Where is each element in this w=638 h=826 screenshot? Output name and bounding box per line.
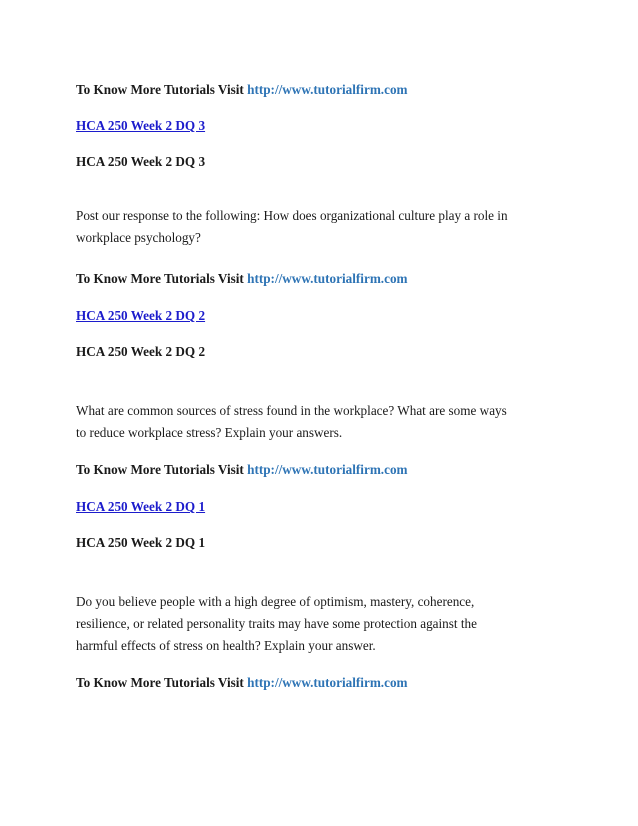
promo-line [76, 268, 576, 290]
promo-url-link[interactable]: http://www.tutorialfirm.com [247, 271, 408, 286]
dq-link-title[interactable]: HCA 250 Week 2 DQ 2 [76, 308, 206, 323]
dq-heading: HCA 250 Week 2 DQ 2 [76, 344, 206, 359]
promo-text: To Know More Tutorials Visit [76, 675, 244, 690]
dq-body: Post our response to the following: How does organizational culture play a role in workplace psychology? [76, 208, 508, 245]
dq-body: Do you believe people with a high degree of optimism, mastery, coherence, resilience, or related personality traits may have some protection against the harmful effects of stress on health? Explain your answer. [76, 594, 477, 653]
dq-heading: HCA 250 Week 2 DQ 3 [76, 154, 206, 169]
dq-link-title[interactable]: HCA 250 Week 2 DQ 1 [76, 499, 206, 514]
promo-text: To Know More Tutorials Visit [76, 462, 244, 477]
promo-text: To Know More Tutorials Visit [76, 271, 244, 286]
promo-text: To Know More Tutorials Visit [76, 82, 244, 97]
dq-heading: HCA 250 Week 2 DQ 1 [76, 535, 206, 550]
dq-body: What are common sources of stress found in the workplace? What are some ways to reduce workplace stress? Explain your answers. [76, 403, 507, 440]
dq-link-title[interactable]: HCA 250 Week 2 DQ 3 [76, 118, 206, 133]
promo-line [76, 79, 576, 101]
promo-line [76, 459, 576, 481]
promo-url-link[interactable]: http://www.tutorialfirm.com [247, 462, 408, 477]
promo-url-link[interactable]: http://www.tutorialfirm.com [247, 675, 408, 690]
promo-line [76, 672, 576, 694]
promo-url-link[interactable]: http://www.tutorialfirm.com [247, 82, 408, 97]
